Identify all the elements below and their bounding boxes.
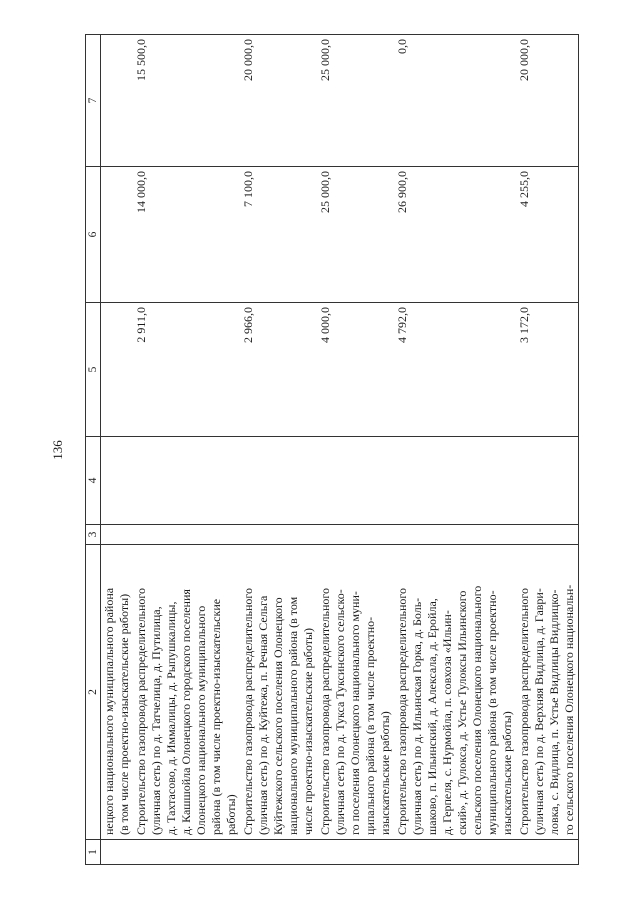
header-col-1: 1 <box>86 840 101 865</box>
description-line: работы) <box>224 794 238 835</box>
header-row <box>86 35 101 865</box>
cell-description <box>516 545 579 840</box>
cell-col-5: 2 911,0 <box>133 303 240 437</box>
description-line: ский», д. Тулокса, д. Устье Тулоксы Ильинского <box>455 590 469 835</box>
description-line: го сельского поселения Олонецкого национальн- <box>562 584 576 835</box>
cell-description <box>133 545 240 840</box>
cell-col-5: 3 172,0 <box>516 303 579 437</box>
cell-col-4 <box>317 437 394 525</box>
description-line: муниципального района (в том числе проектно- <box>485 590 499 835</box>
cell-description <box>101 545 134 840</box>
description-line: (в том числе проектно-изыскательские работы) <box>117 593 131 835</box>
table-row <box>394 35 516 865</box>
cell-col-1 <box>516 840 579 865</box>
table-row <box>101 35 134 865</box>
cell-col-6: 7 100,0 <box>240 167 317 303</box>
cell-col-4 <box>240 437 317 525</box>
cell-col-6: 4 255,0 <box>516 167 579 303</box>
description-line: (уличная сеть) по д. Тукса Туксинского сельско- <box>333 589 347 835</box>
description-line: д. Тахтасово, д. Иммалицы, д. Рыпушкалицы, <box>164 601 178 835</box>
cell-col-1 <box>133 840 240 865</box>
cell-col-5 <box>101 303 134 437</box>
description-line: изыскательские работы) <box>378 711 392 835</box>
cell-col-7 <box>101 35 134 167</box>
description-line: национального муниципального района (в том <box>286 596 300 835</box>
rotated-table-container <box>85 35 576 865</box>
description-line: ловка, с. Видлица, п. Устье Видлицы Видлицко- <box>547 589 561 835</box>
cell-description <box>240 545 317 840</box>
cell-col-1 <box>101 840 134 865</box>
header-col-5: 5 <box>86 303 101 437</box>
cell-col-6: 25 000,0 <box>317 167 394 303</box>
cell-col-5: 4 792,0 <box>394 303 516 437</box>
cell-col-1 <box>240 840 317 865</box>
description-line: числе проектно-изыскательские работы) <box>301 627 315 835</box>
description-line: Строительство газопровода распределительного <box>517 587 531 835</box>
description-line: Строительство газопровода распределительного <box>395 587 409 835</box>
description-line: (уличная сеть) по д. Ильинская Горка, д. Боль- <box>410 597 424 835</box>
cell-col-7: 0,0 <box>394 35 516 167</box>
description-line: (уличная сеть) по д. Татчелица, д. Путилица, <box>149 606 163 835</box>
cell-col-4 <box>101 437 134 525</box>
header-col-7: 7 <box>86 35 101 167</box>
description-line: Строительство газопровода распределительного <box>134 587 148 835</box>
description-line: района (в том числе проектно-изыскательские <box>209 598 223 835</box>
cell-col-6: 26 900,0 <box>394 167 516 303</box>
cell-col-7: 20 000,0 <box>516 35 579 167</box>
cell-col-4 <box>394 437 516 525</box>
table-row <box>240 35 317 865</box>
cell-col-3 <box>133 525 240 545</box>
cell-col-3 <box>394 525 516 545</box>
description-line: Строительство газопровода распределительного <box>241 587 255 835</box>
table-row <box>516 35 579 865</box>
description-line: Куйтежского сельского поселения Олонецкого <box>271 597 285 835</box>
description-line: го поселения Олонецкого национального муни- <box>348 591 362 835</box>
description-line: изыскательские работы) <box>500 711 514 835</box>
cell-col-3 <box>516 525 579 545</box>
description-line: д. Кашшойла Олонецкого городского поселения <box>179 589 193 835</box>
description-line: (уличная сеть) по д. Куйтежа, п. Речная Сельга <box>256 595 270 835</box>
cell-col-5: 2 966,0 <box>240 303 317 437</box>
header-col-6: 6 <box>86 167 101 303</box>
description-line: (уличная сеть) по д. Верхняя Видлица, д. Гаври- <box>532 588 546 835</box>
cell-description <box>317 545 394 840</box>
header-col-4: 4 <box>86 437 101 525</box>
cell-col-7: 25 000,0 <box>317 35 394 167</box>
description-line: шаково, п. Ильинский, д. Алексала, д. Еройла, <box>425 598 439 835</box>
cell-col-4 <box>133 437 240 525</box>
cell-col-4 <box>516 437 579 525</box>
description-line: Олонецкого национального муниципального <box>194 605 208 835</box>
description-line: д. Герпеля, с. Нурмойла, п. совхоза «Ильин- <box>440 610 454 835</box>
cell-description <box>394 545 516 840</box>
table-row <box>133 35 240 865</box>
header-col-2: 2 <box>86 545 101 840</box>
cell-col-6: 14 000,0 <box>133 167 240 303</box>
description-line: нецкого национального муниципального района <box>102 587 116 835</box>
cell-col-3 <box>317 525 394 545</box>
cell-col-6 <box>101 167 134 303</box>
cell-col-7: 15 500,0 <box>133 35 240 167</box>
cell-col-3 <box>101 525 134 545</box>
table-row <box>317 35 394 865</box>
description-line: Строительство газопровода распределительного <box>318 587 332 835</box>
header-col-3: 3 <box>86 525 101 545</box>
cell-col-5: 4 000,0 <box>317 303 394 437</box>
budget-table <box>85 34 579 865</box>
page-number: 136 <box>50 440 65 460</box>
description-line: сельского поселения Олонецкого национального <box>470 585 484 835</box>
cell-col-7: 20 000,0 <box>240 35 317 167</box>
cell-col-1 <box>394 840 516 865</box>
cell-col-1 <box>317 840 394 865</box>
description-line: ципального района (в том числе проектно- <box>363 616 377 835</box>
cell-col-3 <box>240 525 317 545</box>
